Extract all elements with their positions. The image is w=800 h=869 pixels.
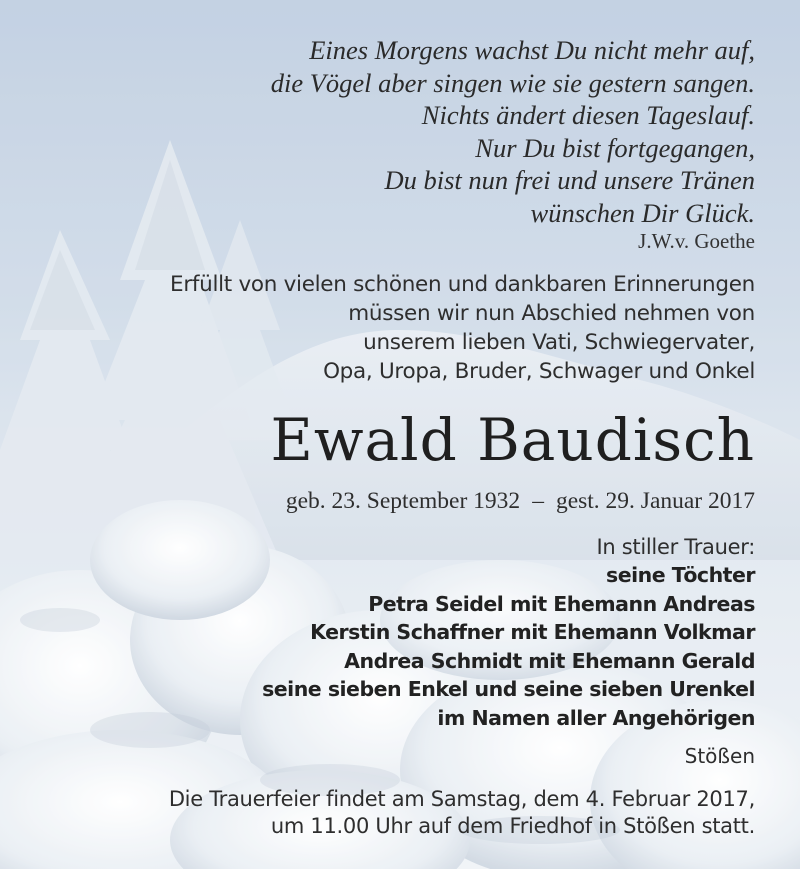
- mourner-line: im Namen aller Angehörigen: [437, 705, 755, 730]
- intro-line: Opa, Uropa, Bruder, Schwager und Onkel: [323, 359, 755, 384]
- service-line: Die Trauerfeier findet am Samstag, dem 4. Februar 2017,: [168, 787, 755, 811]
- poem-line: Eines Morgens wachst Du nicht mehr auf,: [309, 35, 755, 65]
- mourner-line: seine Töchter: [606, 563, 755, 587]
- mourners-label: In stiller Trauer:: [596, 535, 755, 559]
- deceased-name: Ewald Baudisch: [270, 406, 755, 474]
- mourner-line: Andrea Schmidt mit Ehemann Gerald: [344, 648, 755, 673]
- mourner-line: Kerstin Schaffner mit Ehemann Volkmar: [310, 620, 755, 645]
- poem: [271, 34, 755, 230]
- birth-date: geb. 23. September 1932: [285, 488, 521, 514]
- intro-line: Erfüllt von vielen schönen und dankbaren Erinnerungen: [170, 272, 755, 297]
- poem-line: Nichts ändert diesen Tageslauf.: [421, 100, 755, 131]
- intro-line: unserem lieben Vati, Schwiegervater,: [363, 330, 755, 355]
- mourner-line: Petra Seidel mit Ehemann Andreas: [368, 591, 755, 616]
- date-separator: –: [532, 488, 544, 514]
- poem-author: J.W.v. Goethe: [638, 229, 755, 253]
- place: Stößen: [684, 744, 755, 768]
- mourner-line: seine sieben Enkel und seine sieben Urenkel: [262, 677, 755, 702]
- life-dates: [286, 486, 755, 516]
- intro-text: [170, 270, 755, 386]
- poem-line: Du bist nun frei und unsere Tränen: [384, 165, 755, 196]
- poem-line: wünschen Dir Glück.: [530, 197, 755, 228]
- poem-line: Nur Du bist fortgegangen,: [475, 132, 755, 163]
- funeral-service-info: [169, 786, 755, 840]
- mourners-list: [262, 561, 755, 733]
- service-line: um 11.00 Uhr auf dem Friedhof in Stößen statt.: [270, 814, 755, 838]
- intro-line: müssen wir nun Abschied nehmen von: [348, 301, 755, 326]
- poem-line: die Vögel aber singen wie sie gestern sangen.: [270, 67, 755, 98]
- death-date: gest. 29. Januar 2017: [555, 488, 755, 514]
